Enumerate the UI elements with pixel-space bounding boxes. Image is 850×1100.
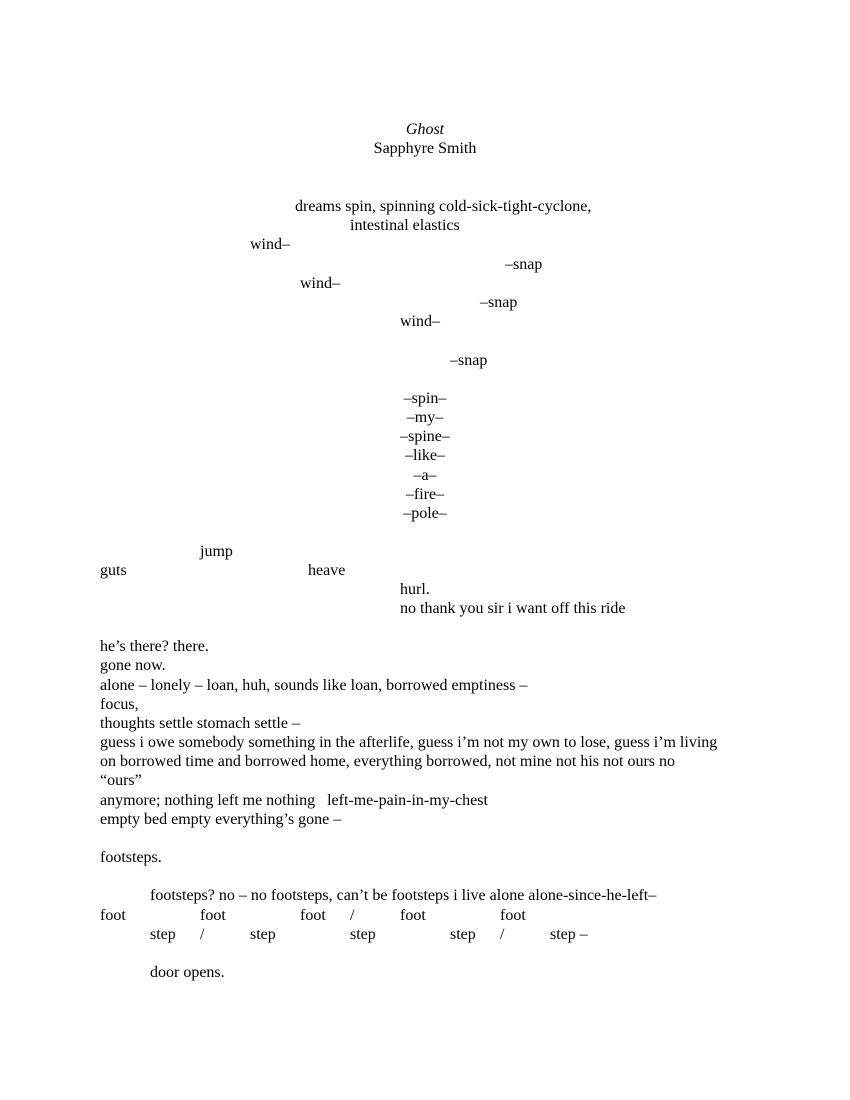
foot-word: foot [100, 907, 126, 924]
poem-line: heave [308, 562, 346, 579]
step-word: step [250, 926, 276, 943]
poem-line: wind– [400, 313, 440, 330]
poem-line: alone – lonely – loan, huh, sounds like loan, borrowed emptiness – [100, 677, 528, 694]
foot-word: foot [300, 907, 326, 924]
step-word: step [450, 926, 476, 943]
poem-line: –snap [450, 352, 488, 369]
step-word: step – [550, 926, 588, 943]
poem-line: –spin– [403, 390, 447, 407]
poem-line: “ours” [100, 772, 142, 789]
poem-line: gone now. [100, 657, 166, 674]
poem-line: –snap [480, 294, 518, 311]
poem-line: empty bed empty everything’s gone – [100, 811, 342, 828]
poem-line: focus, [100, 696, 139, 713]
step-word: step [350, 926, 376, 943]
poem-line: –a– [413, 467, 437, 484]
foot-word: foot [400, 907, 426, 924]
poem-line: thoughts settle stomach settle – [100, 715, 300, 732]
poem-line: –snap [505, 256, 543, 273]
slash: / [500, 926, 505, 943]
poem-line: –like– [405, 447, 445, 464]
foot-word: foot [500, 907, 526, 924]
poem-line: wind– [300, 275, 340, 292]
poem-line: door opens. [150, 964, 225, 981]
step-word: step [150, 926, 176, 943]
slash: / [350, 907, 355, 924]
poem-line: guts [100, 562, 127, 579]
poem-line: no thank you sir i want off this ride [400, 600, 626, 617]
poem-line: wind– [250, 236, 290, 253]
poem-line: anymore; nothing left me nothing left-me-pain-in-my-chest [100, 792, 488, 809]
poem-line: jump [200, 543, 233, 560]
poem-line: guess i owe somebody something in the afterlife, guess i’m not my own to lose, guess i’m living [100, 734, 718, 751]
slash: / [200, 926, 205, 943]
poem-title: Ghost [405, 121, 445, 138]
foot-word: foot [200, 907, 226, 924]
poem-line: dreams spin, spinning cold-sick-tight-cyclone, [295, 198, 592, 215]
poem-line: hurl. [400, 581, 430, 598]
poem-line: on borrowed time and borrowed home, everything borrowed, not mine not his not ours no [100, 753, 675, 770]
poem-line: –spine– [400, 428, 450, 445]
poem-line: he’s there? there. [100, 638, 209, 655]
poem-line: footsteps? no – no footsteps, can’t be footsteps i live alone alone-since-he-left– [150, 887, 657, 904]
poem-line: –pole– [403, 505, 447, 522]
poem-line: intestinal elastics [350, 217, 460, 234]
poem-line: footsteps. [100, 849, 162, 866]
poem-line: –fire– [405, 486, 445, 503]
poem-author: Sapphyre Smith [373, 140, 477, 157]
poem-line: –my– [406, 409, 444, 426]
